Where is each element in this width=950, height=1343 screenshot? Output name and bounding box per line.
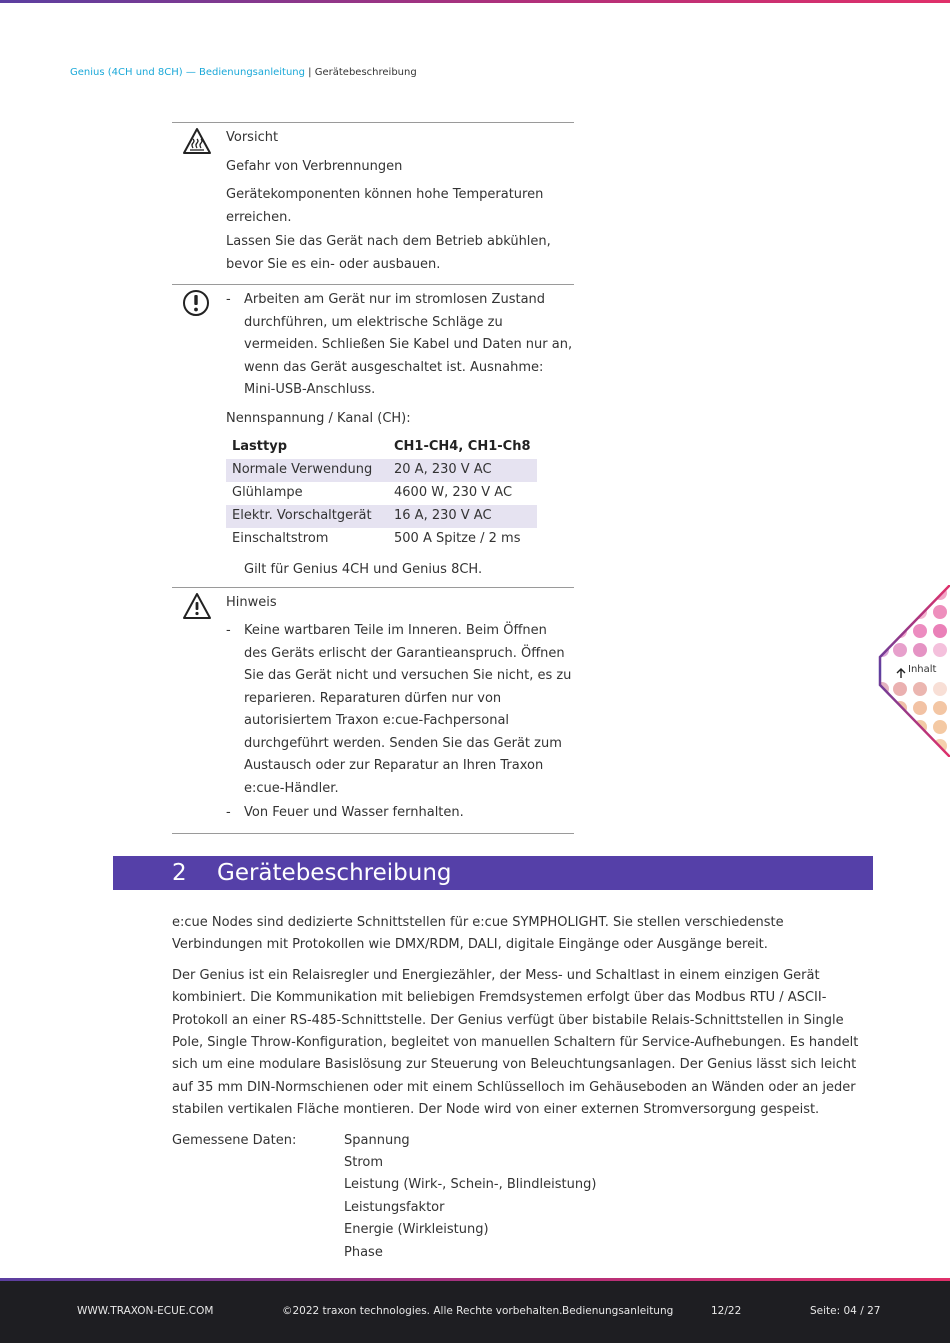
section-title: Gerätebeschreibung <box>217 860 452 886</box>
body-paragraph: e:cue Nodes sind dedizierte Schnittstellen für e:cue SYMPHOLIGHT. Sie stellen verschiedenste Verbindungen mit Protokollen wie DMX/RDM, DALI, digitale Eingänge oder Ausgänge bereit. <box>172 915 784 953</box>
section-body <box>172 912 877 1264</box>
table-cell: Elektr. Vorschaltgerät <box>226 505 388 528</box>
breadcrumb-doc-link[interactable]: Genius (4CH und 8CH) — Bedienungsanleitung <box>70 67 305 78</box>
table-header-cell: Lasttyp <box>232 439 288 455</box>
hint-block <box>172 588 574 833</box>
measured-data-label: Gemessene Daten: <box>172 1132 297 1148</box>
table-row <box>226 505 537 528</box>
section-number: 2 <box>172 860 187 886</box>
list-item: Phase <box>344 1244 383 1260</box>
table-row <box>226 528 537 551</box>
hint-title: Hinweis <box>226 594 277 610</box>
table-header-row <box>226 436 537 459</box>
arrow-up-icon <box>895 664 907 683</box>
rated-voltage-label: Nennspannung / Kanal (CH): <box>226 410 411 426</box>
table-cell: Glühlampe <box>232 485 303 501</box>
footer-version: 12/22 <box>711 1305 742 1317</box>
breadcrumb-section: Gerätebeschreibung <box>314 67 417 78</box>
important-item-text: Arbeiten am Gerät nur im stromlosen Zustand durchführen, um elektrische Schläge zu vermeiden. Schließen Sie Kabel und Daten nur an, wenn das Gerät ausgeschaltet ist. Ausnahme: Mini-USB-Anschluss. <box>244 292 573 397</box>
list-item: Leistungsfaktor <box>344 1199 445 1215</box>
table-cell: 16 A, 230 V AC <box>388 505 537 528</box>
caution-subtitle: Gefahr von Verbrennungen <box>226 158 403 174</box>
footer-page-number: Seite: 04 / 27 <box>810 1305 881 1317</box>
list-item: Leistung (Wirk-, Schein-, Blindleistung) <box>344 1177 597 1193</box>
exclamation-circle-icon <box>182 289 210 326</box>
body-paragraph: Der Genius ist ein Relaisregler und Energiezähler, der Mess- und Schaltlast in einem einzigen Gerät kombiniert. Die Kommunikation mit beliebigen Fremdsystemen erfolgt über das Modbus RTU / ASCII-Protokoll an einer RS-485-Schnittstelle. Der Genius verfügt über bistabile Relais-Schnittstellen in Single Pole, Single Throw-Konfiguration, begleitet von manuellen Schaltern für Service-Aufhebungen. Es handelt sich um eine modulare Basislösung zur Steuerung von Beleuchtungsanlagen. Der Genius lässt sich leicht auf 35 mm DIN-Normschienen oder mit einem Schlüsselloch im Gehäuseboden an Wänden oder an jeder stabilen vertikalen Fläche montieren. Der Node wird von einer externen Stromversorgung gespeist. <box>172 967 859 1118</box>
caution-text-2: Lassen Sie das Gerät nach dem Betrieb abkühlen, bevor Sie es ein- oder ausbauen. <box>226 234 551 272</box>
section-heading <box>113 856 873 890</box>
table-cell: 20 A, 230 V AC <box>388 459 537 482</box>
list-item: - Von Feuer und Wasser fernhalten. <box>226 805 464 820</box>
warning-triangle-icon <box>182 592 212 629</box>
breadcrumb-separator: | <box>305 67 315 78</box>
hot-surface-warning-icon <box>182 127 212 164</box>
caution-text-1: Gerätekomponenten können hohe Temperaturen erreichen. <box>226 187 544 225</box>
important-block <box>172 285 574 587</box>
list-item: Strom <box>344 1155 384 1171</box>
page-footer <box>0 1281 950 1343</box>
side-nav-contents-button[interactable] <box>878 585 950 757</box>
table-row <box>226 459 537 482</box>
footer-website-link[interactable]: WWW.TRAXON-ECUE.COM <box>77 1305 214 1317</box>
table-cell: Einschaltstrom <box>232 531 329 547</box>
table-note: Gilt für Genius 4CH und Genius 8CH. <box>244 562 483 577</box>
divider <box>172 833 574 834</box>
list-item: Energie (Wirkleistung) <box>344 1222 489 1238</box>
footer-copyright: ©2022 traxon technologies. Alle Rechte vorbehalten. <box>282 1305 563 1317</box>
table-cell: 500 A Spitze / 2 ms <box>394 531 521 547</box>
top-gradient-bar <box>0 0 950 3</box>
table-cell: Normale Verwendung <box>226 459 388 482</box>
measured-data <box>172 1130 877 1264</box>
list-item: Spannung <box>344 1132 410 1148</box>
safety-notices <box>172 122 574 834</box>
caution-title: Vorsicht <box>226 130 279 145</box>
list-item: - Arbeiten am Gerät nur im stromlosen Zustand durchführen, um elektrische Schläge zu vermeiden. Schließen Sie Kabel und Daten nur an, wenn das Gerät ausgeschaltet ist. Ausnahme: Mini-USB-Anschluss. <box>226 292 573 397</box>
breadcrumb <box>70 67 417 78</box>
table-cell: 4600 W, 230 V AC <box>394 485 513 501</box>
side-nav-label: Inhalt <box>908 664 937 675</box>
footer-doc-type: Bedienungsanleitung <box>562 1305 674 1317</box>
hint-item-text: Von Feuer und Wasser fernhalten. <box>244 805 464 820</box>
table-row <box>226 482 537 505</box>
hint-item-text: Keine wartbaren Teile im Inneren. Beim Öffnen des Geräts erlischt der Garantieanspruch. Öffnen Sie das Gerät nicht und versuchen Sie nicht, es zu reparieren. Reparaturen dürfen nur von autorisiertem Traxon e:cue-Fachpersonal durchgeführt werden. Senden Sie das Gerät zum Austausch oder zur Reparatur an Ihren Traxon e:cue-Händler. <box>244 623 572 796</box>
rated-voltage-table <box>226 436 537 551</box>
caution-block <box>172 123 574 284</box>
table-header-cell: CH1-CH4, CH1-Ch8 <box>394 439 531 455</box>
list-item: - Keine wartbaren Teile im Inneren. Beim Öffnen des Geräts erlischt der Garantieanspruch. Öffnen Sie das Gerät nicht und versuchen Sie nicht, es zu reparieren. Reparaturen dürfen nur von autorisiertem Traxon e:cue-Fachpersonal durchgeführt werden. Senden Sie das Gerät zum Austausch oder zur Reparatur an Ihren Traxon e:cue-Händler. <box>226 623 572 796</box>
